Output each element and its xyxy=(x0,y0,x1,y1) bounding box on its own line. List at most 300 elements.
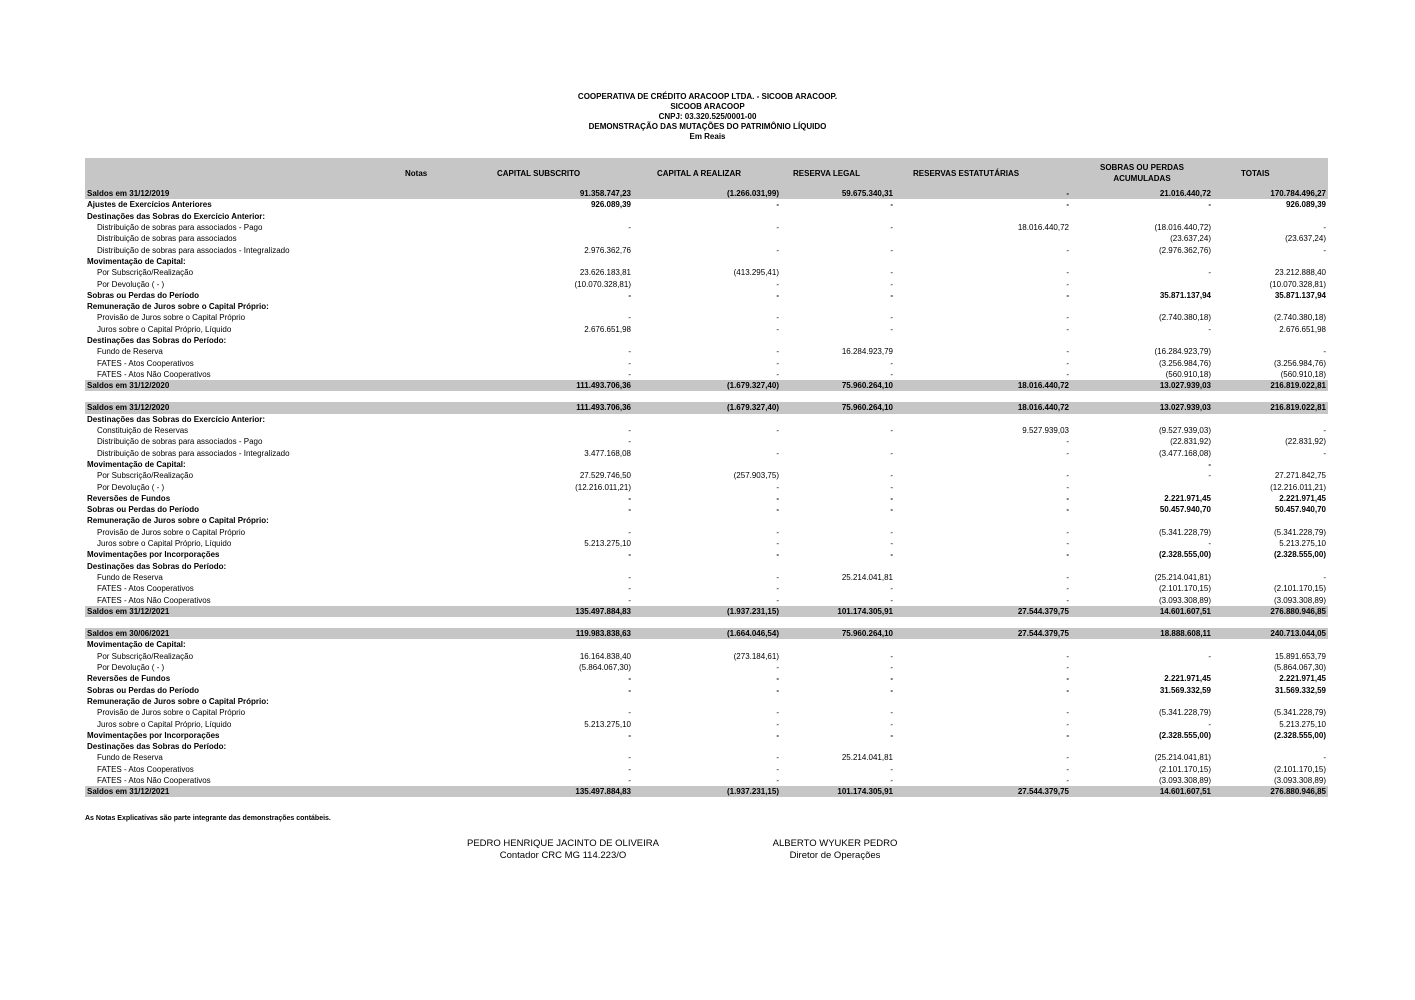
cell-reservas-estatutarias xyxy=(895,233,1071,244)
cell-reserva-legal: - xyxy=(890,775,893,785)
cell-capital-subscrito: - xyxy=(628,685,631,695)
cell-capital-a-realizar: - xyxy=(776,572,779,582)
cell-reservas-estatutarias: 9.527.939,03 xyxy=(1022,426,1069,436)
cell-capital-a-realizar xyxy=(633,256,781,267)
cell-sobras-perdas xyxy=(1071,278,1213,289)
row-notas xyxy=(405,222,485,233)
cell-capital-subscrito: - xyxy=(628,764,631,774)
row-notas xyxy=(405,391,485,402)
row-label: Saldos em 30/06/2021 xyxy=(85,628,405,639)
cell-totais: 2.221.971,45 xyxy=(1279,674,1326,684)
cell-totais: 5.213.275,10 xyxy=(1279,539,1326,549)
cell-reserva-legal xyxy=(781,515,895,526)
cell-capital-subscrito: 111.493.706,36 xyxy=(485,380,633,391)
cell-sobras-perdas xyxy=(1071,256,1213,267)
row-label: Constituição de Reservas xyxy=(97,426,189,436)
cell-totais: 31.569.332,59 xyxy=(1274,685,1326,695)
cell-totais: 50.457.940,70 xyxy=(1274,505,1326,515)
cell-reserva-legal: 25.214.041,81 xyxy=(841,572,893,582)
row-notas xyxy=(405,290,485,301)
cell-sobras-perdas: (2.101.170,15) xyxy=(1158,584,1211,594)
cell-capital-a-realizar: - xyxy=(776,369,779,379)
cell-reserva-legal: - xyxy=(890,200,893,210)
cell-sobras-perdas: (3.093.308,89) xyxy=(1158,595,1211,605)
cell-capital-subscrito: - xyxy=(628,223,631,233)
table-row xyxy=(85,414,1328,425)
row-notas xyxy=(405,301,485,312)
row-notas xyxy=(405,357,485,368)
row-label: Juros sobre o Capital Próprio, Líquido xyxy=(97,719,232,729)
cell-capital-a-realizar xyxy=(633,391,781,402)
cell-reservas-estatutarias: 27.544.379,75 xyxy=(895,628,1071,639)
row-notas xyxy=(405,639,485,650)
table-row xyxy=(85,775,1328,786)
cell-reservas-estatutarias: - xyxy=(1066,245,1069,255)
cell-sobras-perdas: (5.341.228,79) xyxy=(1158,527,1211,537)
cell-reservas-estatutarias xyxy=(895,696,1071,707)
table-row xyxy=(85,572,1328,583)
table-body xyxy=(85,188,1328,797)
cell-sobras-perdas: (2.101.170,15) xyxy=(1158,764,1211,774)
cell-reserva-legal: - xyxy=(890,223,893,233)
cell-sobras-perdas: 35.871.137,94 xyxy=(1159,290,1211,300)
balance-row xyxy=(85,188,1328,199)
cell-capital-a-realizar: (1.664.046,54) xyxy=(633,628,781,639)
cell-sobras-perdas xyxy=(1071,481,1213,492)
cell-sobras-perdas xyxy=(1071,335,1213,346)
cell-capital-a-realizar: - xyxy=(776,324,779,334)
row-label: Distribuição de sobras para associados xyxy=(97,234,237,244)
cell-reserva-legal: - xyxy=(890,539,893,549)
cell-reservas-estatutarias: - xyxy=(1066,347,1069,357)
cell-reserva-legal: - xyxy=(890,708,893,718)
cell-totais: (10.070.328,81) xyxy=(1269,279,1326,289)
row-notas xyxy=(405,707,485,718)
header-reserva-legal: RESERVA LEGAL xyxy=(781,158,895,188)
cell-capital-subscrito: 91.358.747,23 xyxy=(485,188,633,199)
cell-capital-subscrito: - xyxy=(628,426,631,436)
balance-row xyxy=(85,380,1328,391)
currency-note: Em Reais xyxy=(689,132,726,141)
table-row xyxy=(85,504,1328,515)
cell-capital-subscrito: - xyxy=(628,753,631,763)
table-row xyxy=(85,752,1328,763)
cell-capital-a-realizar: - xyxy=(776,775,779,785)
cell-capital-a-realizar: - xyxy=(776,708,779,718)
cell-reserva-legal xyxy=(781,335,895,346)
cell-reservas-estatutarias: - xyxy=(1066,753,1069,763)
row-label: Fundo de Reserva xyxy=(97,572,163,582)
row-label: Sobras ou Perdas do Período xyxy=(87,505,200,515)
row-label: Fundo de Reserva xyxy=(97,753,163,763)
header-totais: TOTAIS xyxy=(1213,158,1328,188)
cell-reservas-estatutarias xyxy=(895,459,1071,470)
cell-totais: 276.880.946,85 xyxy=(1213,786,1328,797)
row-label: FATES - Atos Não Cooperativos xyxy=(97,595,211,605)
table-row xyxy=(85,515,1328,526)
table-row xyxy=(85,459,1328,470)
row-label: Movimentação de Capital: xyxy=(87,459,186,469)
cell-totais: - xyxy=(1323,223,1326,233)
signature-role: Diretor de Operações xyxy=(789,850,881,861)
cell-reserva-legal xyxy=(781,436,895,447)
row-label: Remuneração de Juros sobre o Capital Próprio: xyxy=(87,696,269,706)
table-row xyxy=(85,357,1328,368)
cell-capital-subscrito: - xyxy=(628,505,631,515)
table-row xyxy=(85,199,1328,210)
cell-totais: - xyxy=(1323,572,1326,582)
cell-capital-subscrito: - xyxy=(628,708,631,718)
table-row xyxy=(85,256,1328,267)
table-row xyxy=(85,233,1328,244)
signature-role: Contador CRC MG 114.223/O xyxy=(499,850,627,861)
table-row xyxy=(85,301,1328,312)
cell-capital-subscrito: 23.626.183,81 xyxy=(579,268,631,278)
row-notas xyxy=(405,459,485,470)
cell-totais: 216.819.022,81 xyxy=(1213,380,1328,391)
cell-reservas-estatutarias: - xyxy=(1066,674,1069,684)
row-notas xyxy=(405,244,485,255)
cell-capital-a-realizar: - xyxy=(776,584,779,594)
cell-sobras-perdas: (2.328.555,00) xyxy=(1158,730,1211,740)
cell-reservas-estatutarias: - xyxy=(1066,685,1069,695)
cell-reservas-estatutarias xyxy=(895,414,1071,425)
cell-totais: 276.880.946,85 xyxy=(1213,606,1328,617)
cell-capital-a-realizar: - xyxy=(776,719,779,729)
row-label: FATES - Atos Cooperativos xyxy=(97,764,194,774)
cell-totais: 170.784.496,27 xyxy=(1213,188,1328,199)
cell-capital-subscrito: - xyxy=(628,313,631,323)
cell-capital-a-realizar: (413.295,41) xyxy=(733,268,779,278)
row-label: Provisão de Juros sobre o Capital Próprio xyxy=(97,527,246,537)
cell-reserva-legal: - xyxy=(890,663,893,673)
cell-capital-subscrito: - xyxy=(628,369,631,379)
table-row xyxy=(85,684,1328,695)
cell-reserva-legal: 101.174.305,91 xyxy=(781,786,895,797)
cell-capital-a-realizar xyxy=(633,233,781,244)
cell-capital-subscrito: - xyxy=(628,493,631,503)
cell-capital-a-realizar xyxy=(633,696,781,707)
cell-reservas-estatutarias: - xyxy=(1066,595,1069,605)
row-label: Distribuição de sobras para associados - Integralizado xyxy=(97,448,290,458)
cell-totais: (5.341.228,79) xyxy=(1273,527,1326,537)
row-notas xyxy=(405,764,485,775)
row-label: FATES - Atos Cooperativos xyxy=(97,584,194,594)
cell-sobras-perdas xyxy=(1071,515,1213,526)
cell-reserva-legal: - xyxy=(890,279,893,289)
cell-reservas-estatutarias: - xyxy=(1066,663,1069,673)
cell-reservas-estatutarias: - xyxy=(1066,730,1069,740)
table-row xyxy=(85,549,1328,560)
cell-capital-a-realizar: - xyxy=(776,550,779,560)
equity-statement-table xyxy=(85,158,1328,797)
cell-totais: - xyxy=(1323,347,1326,357)
cell-totais xyxy=(1213,335,1328,346)
cell-capital-subscrito: 2.676.651,98 xyxy=(584,324,631,334)
cell-sobras-perdas: 50.457.940,70 xyxy=(1159,505,1211,515)
cell-sobras-perdas xyxy=(1071,741,1213,752)
table-row xyxy=(85,211,1328,222)
equity-statement-table-wrap xyxy=(85,158,1328,797)
cell-reservas-estatutarias: - xyxy=(1066,539,1069,549)
cell-reserva-legal: - xyxy=(890,651,893,661)
cell-reservas-estatutarias: - xyxy=(1066,200,1069,210)
cell-totais: 15.891.653,79 xyxy=(1274,651,1326,661)
cell-sobras-perdas: (3.477.168,08) xyxy=(1158,448,1211,458)
cell-capital-a-realizar xyxy=(633,335,781,346)
cell-capital-a-realizar xyxy=(633,459,781,470)
row-notas xyxy=(405,696,485,707)
cell-totais: (12.216.011,21) xyxy=(1270,482,1326,492)
row-label: FATES - Atos Cooperativos xyxy=(97,358,194,368)
cell-sobras-perdas: (3.093.308,89) xyxy=(1158,775,1211,785)
row-label: Distribuição de sobras para associados - Integralizado xyxy=(97,245,290,255)
cell-capital-a-realizar xyxy=(633,561,781,572)
cell-sobras-perdas: 14.601.607,51 xyxy=(1071,606,1213,617)
cell-totais: - xyxy=(1323,448,1326,458)
row-label: Por Subscrição/Realização xyxy=(97,471,194,481)
cell-capital-a-realizar: - xyxy=(776,505,779,515)
cell-sobras-perdas: - xyxy=(1208,539,1211,549)
table-row xyxy=(85,346,1328,357)
table-row xyxy=(85,493,1328,504)
cell-reserva-legal: - xyxy=(890,550,893,560)
cell-reserva-legal: - xyxy=(890,685,893,695)
cell-sobras-perdas xyxy=(1071,662,1213,673)
cell-reservas-estatutarias: - xyxy=(1066,775,1069,785)
row-notas xyxy=(405,425,485,436)
row-label: Saldos em 31/12/2019 xyxy=(85,188,405,199)
row-label: Destinações das Sobras do Exercício Anterior: xyxy=(87,414,265,424)
cell-totais: - xyxy=(1323,426,1326,436)
cell-reserva-legal: - xyxy=(890,448,893,458)
cell-sobras-perdas: (22.831,92) xyxy=(1170,437,1211,447)
row-label: Movimentações por Incorporações xyxy=(87,730,220,740)
cell-capital-subscrito: - xyxy=(628,775,631,785)
cell-totais: (2.328.555,00) xyxy=(1273,730,1326,740)
row-notas xyxy=(405,606,485,617)
document-header xyxy=(0,92,1415,142)
table-row xyxy=(85,583,1328,594)
table-row xyxy=(85,651,1328,662)
cell-sobras-perdas: 2.221.971,45 xyxy=(1164,493,1211,503)
cell-capital-a-realizar xyxy=(633,301,781,312)
signature-name: PEDRO HENRIQUE JACINTO DE OLIVEIRA xyxy=(467,838,659,849)
table-row xyxy=(85,436,1328,447)
cell-sobras-perdas: (2.976.362,76) xyxy=(1158,245,1211,255)
cell-totais xyxy=(1213,515,1328,526)
cell-capital-subscrito xyxy=(485,459,633,470)
row-label: Por Devolução ( - ) xyxy=(97,482,165,492)
table-row xyxy=(85,639,1328,650)
cell-capital-a-realizar xyxy=(633,741,781,752)
row-label: Movimentação de Capital: xyxy=(87,256,186,266)
row-notas xyxy=(405,730,485,741)
row-notas xyxy=(405,775,485,786)
cell-sobras-perdas: 13.027.939,03 xyxy=(1071,402,1213,413)
row-label: Distribuição de sobras para associados - Pago xyxy=(97,437,263,447)
cell-reservas-estatutarias: - xyxy=(1066,268,1069,278)
row-label: FATES - Atos Não Cooperativos xyxy=(97,369,211,379)
cell-capital-subscrito: 5.213.275,10 xyxy=(584,719,631,729)
row-label: Por Subscrição/Realização xyxy=(97,268,194,278)
cell-reservas-estatutarias xyxy=(895,301,1071,312)
cell-totais xyxy=(1213,561,1328,572)
cell-reservas-estatutarias: - xyxy=(1066,584,1069,594)
table-row xyxy=(85,696,1328,707)
balance-row xyxy=(85,628,1328,639)
row-notas xyxy=(405,515,485,526)
footnote: As Notas Explicativas são parte integrante das demonstrações contábeis. xyxy=(85,815,331,822)
cell-reserva-legal: - xyxy=(890,730,893,740)
row-notas xyxy=(405,493,485,504)
cell-reserva-legal xyxy=(781,301,895,312)
cell-sobras-perdas: 13.027.939,03 xyxy=(1071,380,1213,391)
cell-totais xyxy=(1213,301,1328,312)
cell-totais: - xyxy=(1323,245,1326,255)
cell-reservas-estatutarias xyxy=(895,561,1071,572)
cell-capital-subscrito: - xyxy=(628,674,631,684)
row-notas xyxy=(405,436,485,447)
cell-sobras-perdas: - xyxy=(1208,459,1211,469)
row-notas xyxy=(405,324,485,335)
cell-sobras-perdas: - xyxy=(1208,651,1211,661)
table-row xyxy=(85,324,1328,335)
cell-capital-a-realizar: - xyxy=(776,482,779,492)
cell-capital-a-realizar: - xyxy=(776,595,779,605)
row-label: Sobras ou Perdas do Período xyxy=(87,685,200,695)
table-row xyxy=(85,470,1328,481)
cell-reserva-legal: - xyxy=(890,527,893,537)
cell-reserva-legal: 25.214.041,81 xyxy=(841,753,893,763)
row-notas xyxy=(405,335,485,346)
cell-totais: (2.328.555,00) xyxy=(1273,550,1326,560)
balance-row xyxy=(85,402,1328,413)
cell-reserva-legal: - xyxy=(890,482,893,492)
cell-reservas-estatutarias: 27.544.379,75 xyxy=(895,606,1071,617)
cell-reserva-legal: 75.960.264,10 xyxy=(781,628,895,639)
cell-reserva-legal xyxy=(781,639,895,650)
cell-capital-subscrito xyxy=(485,301,633,312)
row-label: FATES - Atos Não Cooperativos xyxy=(97,775,211,785)
cell-totais: 926.089,39 xyxy=(1285,200,1326,210)
cell-sobras-perdas: 18.888.608,11 xyxy=(1071,628,1213,639)
cell-reserva-legal: - xyxy=(890,764,893,774)
cell-capital-subscrito xyxy=(485,414,633,425)
row-notas xyxy=(405,583,485,594)
table-row xyxy=(85,278,1328,289)
cell-capital-subscrito: 5.213.275,10 xyxy=(584,539,631,549)
header-sobras-line2: ACUMULADAS xyxy=(1113,174,1171,183)
row-notas xyxy=(405,199,485,210)
cell-reservas-estatutarias xyxy=(895,617,1071,628)
cell-sobras-perdas: 2.221.971,45 xyxy=(1164,674,1211,684)
row-notas xyxy=(405,786,485,797)
cnpj: CNPJ: 03.320.525/0001-00 xyxy=(658,112,757,121)
row-label: Fundo de Reserva xyxy=(97,347,163,357)
cell-reserva-legal xyxy=(781,741,895,752)
row-label: Por Devolução ( - ) xyxy=(97,663,165,673)
header-notas: Notas xyxy=(405,158,485,188)
cell-reservas-estatutarias: - xyxy=(1066,279,1069,289)
row-label: Provisão de Juros sobre o Capital Próprio xyxy=(97,708,246,718)
balance-row xyxy=(85,606,1328,617)
cell-reservas-estatutarias: 18.016.440,72 xyxy=(895,380,1071,391)
row-notas xyxy=(405,448,485,459)
cell-capital-subscrito xyxy=(485,335,633,346)
cell-reserva-legal xyxy=(781,233,895,244)
cell-capital-a-realizar: - xyxy=(776,290,779,300)
row-notas xyxy=(405,741,485,752)
cell-reservas-estatutarias: - xyxy=(1066,505,1069,515)
row-label: Por Subscrição/Realização xyxy=(97,651,194,661)
row-notas xyxy=(405,561,485,572)
signature-director xyxy=(735,838,935,862)
cell-capital-subscrito xyxy=(485,561,633,572)
row-notas xyxy=(405,211,485,222)
cell-capital-a-realizar: (273.184,61) xyxy=(733,651,779,661)
cell-capital-a-realizar: (1.266.031,99) xyxy=(633,188,781,199)
row-label: Movimentações por Incorporações xyxy=(87,550,220,560)
cell-capital-subscrito: 16.164.838,40 xyxy=(579,651,631,661)
cell-capital-subscrito: 111.493.706,36 xyxy=(485,402,633,413)
statement-title: DEMONSTRAÇÃO DAS MUTAÇÕES DO PATRIMÔNIO LÍQUIDO xyxy=(588,122,827,131)
table-row xyxy=(85,425,1328,436)
cell-reservas-estatutarias: 18.016.440,72 xyxy=(1017,223,1069,233)
row-notas xyxy=(405,651,485,662)
cell-capital-a-realizar: (1.679.327,40) xyxy=(633,380,781,391)
cell-totais: (3.256.984,76) xyxy=(1273,358,1326,368)
cell-sobras-perdas xyxy=(1071,561,1213,572)
row-label: Sobras ou Perdas do Período xyxy=(87,290,200,300)
row-label: Movimentação de Capital: xyxy=(87,640,186,650)
cell-capital-a-realizar: - xyxy=(776,539,779,549)
cell-capital-subscrito xyxy=(485,391,633,402)
cell-totais xyxy=(1213,211,1328,222)
table-row xyxy=(85,707,1328,718)
cell-totais: - xyxy=(1323,753,1326,763)
row-notas xyxy=(405,538,485,549)
table-header-row xyxy=(85,158,1328,188)
cell-sobras-perdas: (560.910,18) xyxy=(1165,369,1211,379)
row-notas xyxy=(405,572,485,583)
cell-reserva-legal: - xyxy=(890,324,893,334)
cell-reservas-estatutarias: - xyxy=(1066,550,1069,560)
cell-totais: 2.221.971,45 xyxy=(1279,493,1326,503)
table-row xyxy=(85,673,1328,684)
cell-totais: (5.864.067,30) xyxy=(1273,663,1326,673)
row-notas xyxy=(405,414,485,425)
cell-totais: (2.101.170,15) xyxy=(1273,584,1326,594)
row-notas xyxy=(405,267,485,278)
cell-reservas-estatutarias: - xyxy=(1066,471,1069,481)
cell-reserva-legal: - xyxy=(890,595,893,605)
cell-reserva-legal: - xyxy=(890,505,893,515)
cell-totais: 23.212.888,40 xyxy=(1274,268,1326,278)
cell-capital-subscrito xyxy=(485,617,633,628)
cell-reserva-legal: 75.960.264,10 xyxy=(781,402,895,413)
table-row xyxy=(85,481,1328,492)
cell-capital-subscrito: - xyxy=(628,437,631,447)
cell-capital-subscrito: - xyxy=(628,584,631,594)
row-label: Por Devolução ( - ) xyxy=(97,279,165,289)
cell-capital-subscrito: 135.497.884,83 xyxy=(485,786,633,797)
cell-sobras-perdas: (25.214.041,81) xyxy=(1154,753,1211,763)
cell-sobras-perdas: - xyxy=(1208,324,1211,334)
cell-reservas-estatutarias: - xyxy=(1066,572,1069,582)
row-label: Distribuição de sobras para associados - Pago xyxy=(97,223,263,233)
row-notas xyxy=(405,662,485,673)
